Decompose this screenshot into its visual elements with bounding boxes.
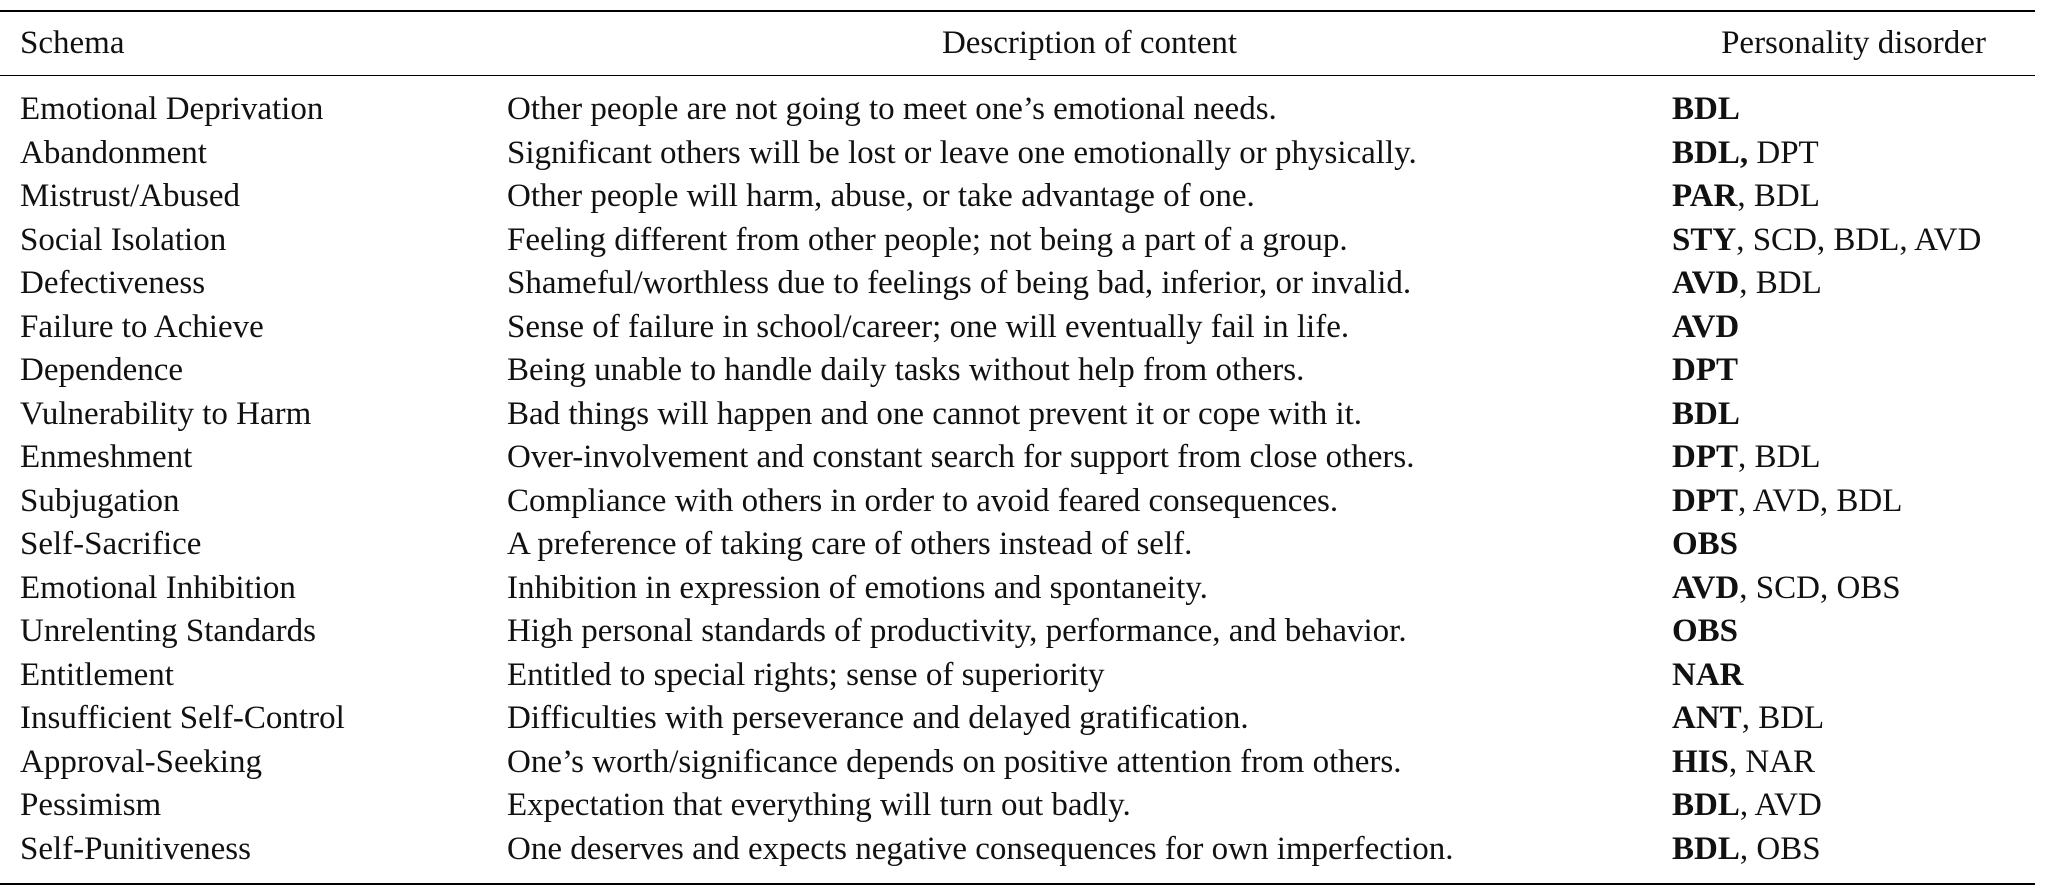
- table-row: [0, 654, 2035, 698]
- cell-description: Other people will harm, abuse, or take advantage of one.: [507, 178, 1255, 214]
- cell-personality-disorder: [1672, 480, 2035, 524]
- header-description: Description of content: [507, 11, 1672, 76]
- secondary-disorders: , BDL: [1739, 265, 1822, 301]
- cell-personality-disorder: [1672, 741, 2035, 785]
- primary-disorder: OBS: [1672, 613, 1739, 649]
- cell-schema: Enmeshment: [20, 439, 193, 475]
- cell-personality-disorder: [1672, 76, 2035, 132]
- cell-schema: Abandonment: [20, 134, 207, 171]
- cell-schema: Unrelenting Standards: [20, 613, 317, 649]
- primary-disorder: PAR: [1672, 178, 1738, 214]
- header-schema: Schema: [0, 11, 507, 76]
- header-personality-disorder: Personality disorder: [1672, 11, 2035, 76]
- secondary-disorders: , OBS: [1739, 830, 1821, 867]
- cell-personality-disorder: [1672, 523, 2035, 567]
- cell-schema: Emotional Inhibition: [20, 569, 296, 606]
- table-row: [0, 132, 2035, 176]
- table-row: [0, 523, 2035, 567]
- cell-personality-disorder: [1672, 306, 2035, 350]
- cell-personality-disorder: [1672, 828, 2035, 885]
- table-row: [0, 697, 2035, 741]
- cell-personality-disorder: [1672, 262, 2035, 306]
- secondary-disorders: , SCD, OBS: [1739, 569, 1901, 606]
- cell-schema: Failure to Achieve: [20, 308, 264, 345]
- table-row: [0, 306, 2035, 350]
- secondary-disorders: , BDL: [1738, 439, 1821, 475]
- secondary-disorders: DPT: [1748, 134, 1819, 171]
- primary-disorder: DPT: [1672, 482, 1738, 519]
- cell-personality-disorder: [1672, 219, 2035, 263]
- table-row: [0, 828, 2035, 885]
- cell-description: Other people are not going to meet one’s emotional needs.: [507, 91, 1277, 127]
- cell-schema: Approval-Seeking: [20, 743, 262, 780]
- table-row: [0, 175, 2035, 219]
- table-row: [0, 393, 2035, 437]
- primary-disorder: OBS: [1672, 526, 1739, 562]
- schema-table: [0, 10, 2035, 885]
- primary-disorder: AVD: [1672, 308, 1740, 345]
- secondary-disorders: , AVD: [1739, 787, 1822, 823]
- primary-disorder: HIS: [1672, 743, 1729, 780]
- table-row: [0, 219, 2035, 263]
- cell-description: A preference of taking care of others instead of self.: [507, 526, 1193, 562]
- cell-description: Shameful/worthless due to feelings of being bad, inferior, or invalid.: [507, 265, 1412, 301]
- cell-personality-disorder: [1672, 175, 2035, 219]
- secondary-disorders: , AVD, BDL: [1738, 482, 1903, 519]
- primary-disorder: BDL: [1672, 395, 1740, 432]
- secondary-disorders: , SCD, BDL, AVD: [1736, 221, 1982, 258]
- table-row: [0, 262, 2035, 306]
- primary-disorder: STY: [1672, 221, 1737, 258]
- cell-schema: Insufficient Self-Control: [20, 700, 345, 736]
- cell-personality-disorder: [1672, 132, 2035, 176]
- cell-schema: Subjugation: [20, 482, 180, 519]
- primary-disorder: DPT: [1672, 352, 1738, 388]
- primary-disorder: BDL,: [1672, 134, 1749, 171]
- cell-description: Compliance with others in order to avoid feared consequences.: [507, 482, 1339, 519]
- primary-disorder: AVD: [1672, 569, 1740, 606]
- cell-description: Feeling different from other people; not being a part of a group.: [507, 221, 1348, 258]
- primary-disorder: BDL: [1672, 787, 1740, 823]
- primary-disorder: AVD: [1672, 265, 1740, 301]
- cell-schema: Self-Punitiveness: [0, 828, 507, 885]
- cell-personality-disorder: [1672, 654, 2035, 698]
- cell-personality-disorder: [1672, 393, 2035, 437]
- cell-personality-disorder: [1672, 436, 2035, 480]
- table-row: [0, 436, 2035, 480]
- cell-schema: Emotional Deprivation: [20, 91, 324, 127]
- table-row: [0, 741, 2035, 785]
- cell-schema: Mistrust/Abused: [20, 178, 241, 214]
- cell-description: Inhibition in expression of emotions and spontaneity.: [507, 569, 1208, 606]
- cell-description: High personal standards of productivity, performance, and behavior.: [507, 613, 1407, 649]
- table-row: [0, 76, 2035, 132]
- table-row: [0, 567, 2035, 611]
- cell-description: Expectation that everything will turn out badly.: [507, 787, 1131, 823]
- cell-personality-disorder: [1672, 349, 2035, 393]
- cell-personality-disorder: [1672, 567, 2035, 611]
- primary-disorder: ANT: [1672, 700, 1742, 736]
- cell-schema: Entitlement: [20, 656, 174, 693]
- cell-schema: Dependence: [20, 352, 184, 388]
- cell-description: Being unable to handle daily tasks without help from others.: [507, 352, 1305, 388]
- table-body: [0, 76, 2035, 885]
- primary-disorder: DPT: [1672, 439, 1738, 475]
- cell-personality-disorder: [1672, 784, 2035, 828]
- primary-disorder: BDL: [1672, 830, 1740, 867]
- table-row: [0, 480, 2035, 524]
- cell-description: Bad things will happen and one cannot prevent it or cope with it.: [507, 395, 1363, 432]
- primary-disorder: BDL: [1672, 91, 1740, 127]
- cell-description: One’s worth/significance depends on positive attention from others.: [507, 743, 1402, 780]
- cell-description: Sense of failure in school/career; one will eventually fail in life.: [507, 308, 1350, 345]
- table-row: [0, 784, 2035, 828]
- table-row: [0, 349, 2035, 393]
- cell-schema: Social Isolation: [20, 221, 227, 258]
- cell-description: Over-involvement and constant search for support from close others.: [507, 439, 1415, 475]
- cell-description: Entitled to special rights; sense of superiority: [507, 656, 1105, 693]
- primary-disorder: NAR: [1672, 656, 1744, 693]
- cell-schema: Self-Sacrifice: [20, 526, 202, 562]
- table-row: [0, 610, 2035, 654]
- header-row: [0, 11, 2035, 76]
- secondary-disorders: , BDL: [1741, 700, 1825, 736]
- cell-schema: Pessimism: [20, 787, 162, 823]
- cell-personality-disorder: [1672, 610, 2035, 654]
- table-header: [0, 11, 2035, 76]
- cell-description: Significant others will be lost or leave one emotionally or physically.: [507, 134, 1417, 171]
- secondary-disorders: , BDL: [1737, 178, 1820, 214]
- cell-description: One deserves and expects negative consequences for own imperfection.: [507, 828, 1672, 885]
- cell-personality-disorder: [1672, 697, 2035, 741]
- cell-schema: Vulnerability to Harm: [20, 395, 312, 432]
- cell-schema: Defectiveness: [20, 265, 206, 301]
- cell-description: Difficulties with perseverance and delayed gratification.: [507, 700, 1249, 736]
- secondary-disorders: , NAR: [1728, 743, 1816, 780]
